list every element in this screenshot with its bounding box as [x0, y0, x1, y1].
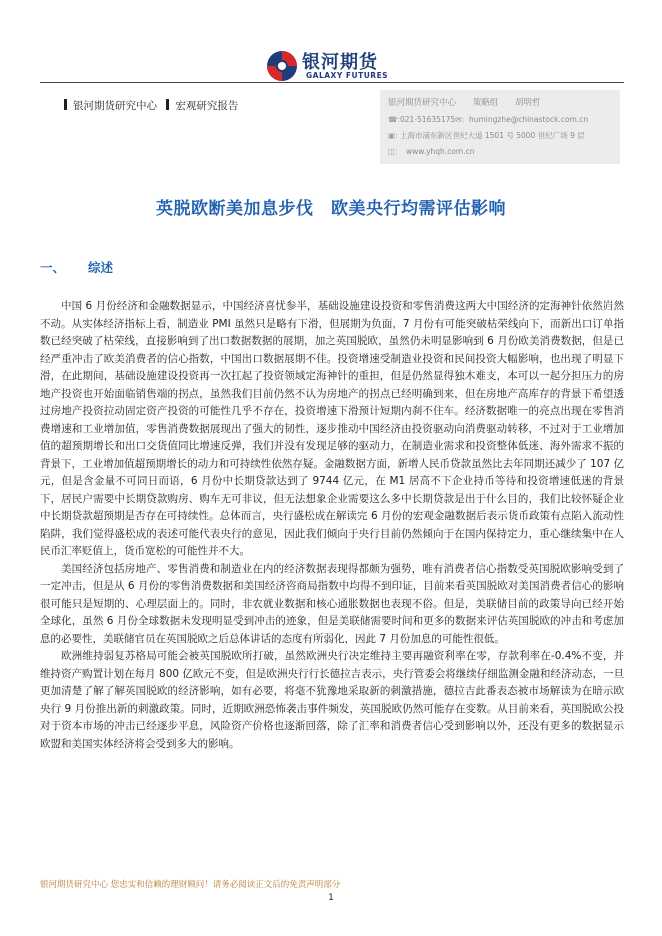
footer-disclaimer: 银河期货研究中心 您忠实和信赖的理财顾问！请务必阅读正文后的免责声明部分 — [40, 880, 341, 890]
logo-name-cn: 银河期货 — [302, 52, 378, 73]
bullet-bar-icon — [166, 99, 169, 110]
bullet-bar-icon — [64, 99, 67, 110]
logo-name-en: GALAXY FUTURES — [306, 71, 389, 80]
report-category-header — [64, 98, 238, 113]
website: www.yhqh.com.cn — [406, 147, 475, 156]
building-icon: ▣: — [388, 131, 398, 140]
dept-label: 银河期货研究中心 — [388, 98, 457, 108]
section-heading — [40, 258, 113, 276]
page-number: 1 — [328, 893, 334, 903]
body-paragraph: 美国经济包括房地产、零售消费和制造业在内的经济数据表现得都颇为强势，唯有消费者信心指数受英国脱欧影响受到了一定冲击，但是从 6 月份的零售消费数据和美国经济咨商局指数中均得不到印证，目前来看英国脱欧对美国消费者信心的影响很可能只是短期的、心理层面上的。同时，非农就业数据和核心通胀数据也表现不俗。但是，美联储目前的政策导向已经开始全球化，虽然 6 月份全球数据未发现明显受到冲击的迹象，但是美联储需要时间和更多的数据来评估英国脱欧的冲击和考虑加息的必要性，美联储官员在英国脱欧之后总体讲话的态度有所弱化，因此 7 月份加息的可能性很低。 — [40, 562, 624, 645]
author-contact-box — [380, 90, 620, 164]
address: 上海市浦东新区世纪大道 1501 号 5000 世纪广场 9 层 — [400, 131, 585, 140]
report-body — [40, 298, 624, 753]
company-logo — [266, 48, 406, 84]
body-paragraph: 欧洲维持弱复苏格局可能会被英国脱欧所打破，虽然欧洲央行决定维持主要再融资利率在零，存款利率在-0.4%不变，并维持资产购置计划在每月 800 亿欧元不变，但是欧洲央行行长德拉吉表示，央行管委会将继续仔细监测金融和经济动态，一旦更加清楚了解了解英国脱欧的经济影响，如有必要，将毫不犹豫地采取新的刺激措施，德拉吉此番表态被市场解读为在暗示欧央行 9 月份推出新的刺激政策。同时，近期欧洲恐怖袭击事件频发，英国脱欧仍然可能存在变数。从目前来看，英国脱欧公投对于资本市场的冲击已经逐步平息，风险资产价格也逐渐回落，除了汇率和消费者信心受到影响以外，还没有更多的数据显示欧盟和美国实体经济将会受到多大的影响。 — [40, 650, 624, 750]
galaxy-logo-icon — [266, 50, 298, 82]
phone-icon: ☎: — [388, 115, 400, 124]
author-line — [388, 96, 554, 108]
address-line — [388, 130, 585, 141]
section-title: 综述 — [88, 260, 114, 275]
body-paragraph: 中国 6 月份经济和金融数据显示，中国经济喜忧参半，基础设施建设投资和零售消费这两大中国经济的定海神针依然岿然不动。从实体经济指标上看，制造业 PMI 虽然只是略有下滑，但展期为负面，7 月份有可能突破枯荣线向下，而新出口订单指数已经突破了枯荣线，直接影响到了出口数据数据的展期，加之英国脱欧，虽然仍未明显影响到 6 月份欧美消费数据，但是已经严重冲击了欧美消费者的信心指数，中国出口数据展期不佳。投资增速受制造业投资和民间投资大幅影响，也出现了明显下滑，在此期间，基础设施建设投资再一次扛起了投资领域定海神针的重担，但是仍然显得独木难支，本可以一起分担压力的房地产投资也开始面临销售端的拐点，虽然我们目前仍然不认为房地产的拐点已经明确到来，但在房地产高库存的背景下希望透过房地产投资拉动固定资产投资的可能性几乎不存在，投资增速下滑预计短期内刹不住车。经济数据唯一的亮点出现在零售消费增速和工业增加值，零售消费数据展现出了强大的韧性，逐步推动中国经济由投资驱动向消费驱动转移，不过对于工业增加值的超预期增长和出口交货值同比增速反弹，我们并没有发现足够的驱动力，在制造业需求和投资整体低迷、海外需求不振的背景下，工业增加值超预期增长的动力和可持续性依然存疑。金融数据方面，新增人民币贷款虽然比去年同期还减少了 107 亿元，但是含金量不可同日而语，6 月份中长期贷款达到了 9744 亿元，在 M1 居高不下企业持币等待和投资增速低迷的背景下，居民户需要中长期贷款购房、购车无可非议，但无法想象企业需要这么多中长期贷款是出于什么目的，我们比较怀疑企业中长期贷款超预期是否存在可持续性。总体而言，央行盛松成在解读完 6 月份的宏观金融数据后表示货币政策有点陷入流动性陷阱，我们觉得盛松成的表述可能代表央行的意见，因此我们倾向于央行目前仍然倾向于在国内保持定力，重心继续集中在人民币汇率贬值上，货币宽松的可能性并不大。 — [40, 300, 624, 557]
section-number: 一、 — [40, 260, 66, 275]
website-line — [388, 147, 474, 156]
role-label: 策略组 — [472, 98, 499, 108]
org-label: 银河期货研究中心 — [73, 100, 157, 112]
report-title: 英脱欧断美加息步伐 欧美央行均需评估影响 — [156, 199, 506, 219]
phone-email-line — [388, 114, 588, 125]
author-name: 胡明哲 — [514, 98, 541, 108]
header-divider — [40, 82, 624, 83]
web-icon: ◫: — [388, 147, 398, 156]
phone-email: 021-51635175✉：humingzhe@chinastock.com.cn — [400, 115, 589, 124]
category-label: 宏观研究报告 — [175, 100, 239, 112]
